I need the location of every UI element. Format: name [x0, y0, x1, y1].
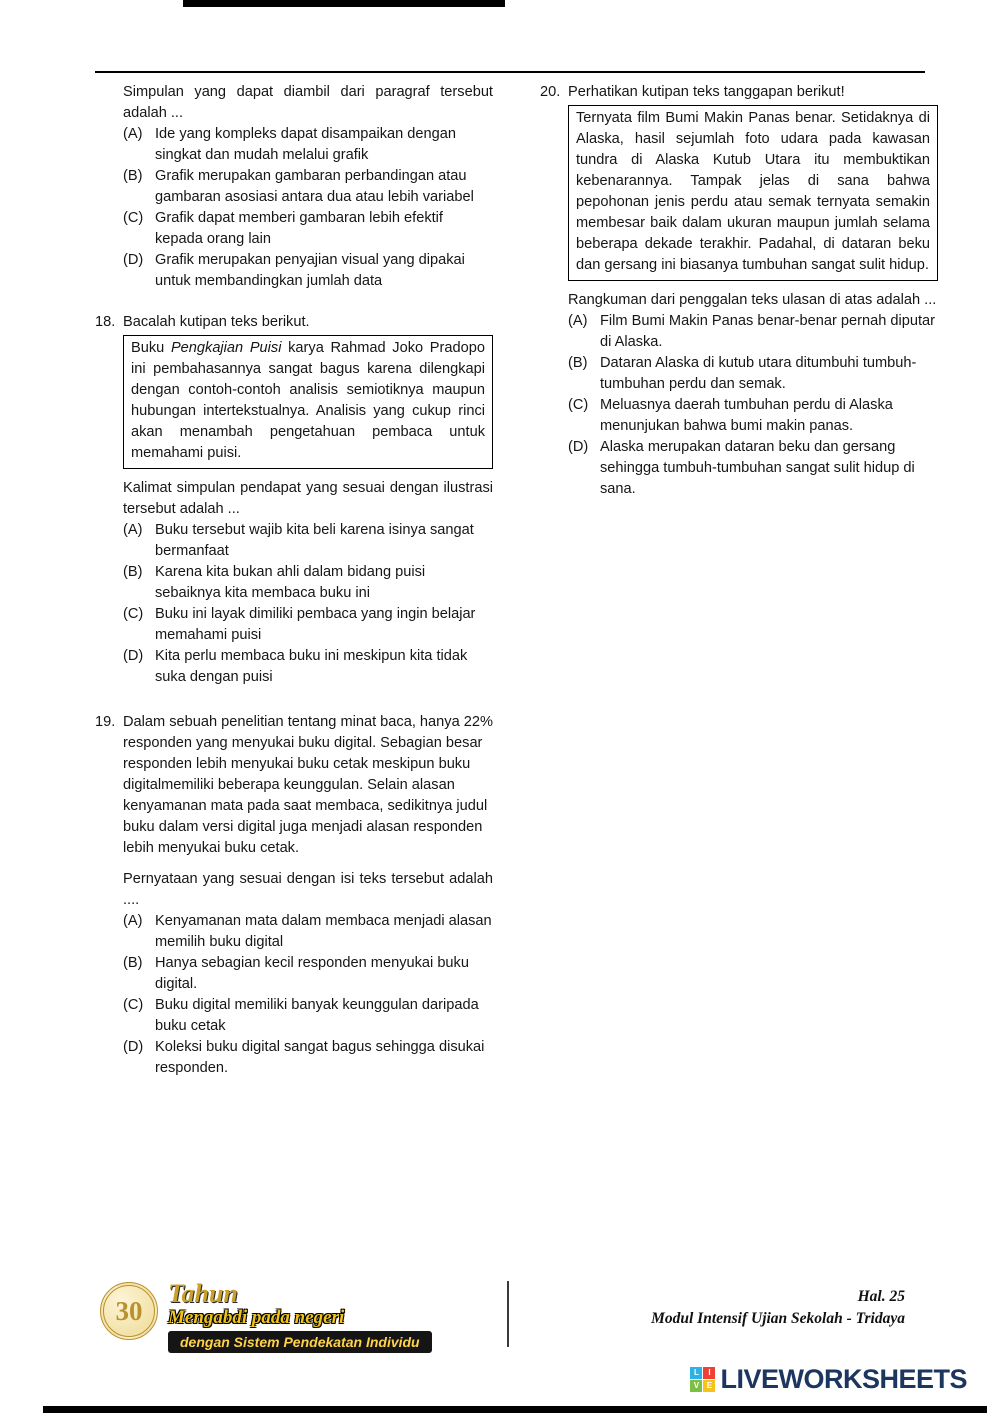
option-label: (A): [123, 913, 143, 929]
answer-option-17b[interactable]: [123, 166, 493, 208]
option-text: Film Bumi Makin Panas benar-benar pernah diputar di Alaska.: [600, 313, 936, 350]
option-text: Grafik dapat memberi gambaran lebih efektif kepada orang lain: [155, 210, 443, 247]
option-text: Ide yang kompleks dapat disampaikan dengan singkat dan mudah melalui grafik: [155, 126, 456, 163]
answer-option-19d[interactable]: [123, 1037, 493, 1079]
answer-option-17a[interactable]: [123, 124, 493, 166]
logo-number: 30: [115, 1295, 143, 1326]
question-body: [568, 82, 938, 500]
option-text: Koleksi buku digital sangat bagus sehingga disukai responden.: [155, 1039, 485, 1076]
option-text: Kita perlu membaca buku ini meskipun kita tidak suka dengan puisi: [155, 648, 468, 685]
option-label: (B): [568, 355, 588, 371]
logo-text-block: [168, 1279, 432, 1353]
answer-option-20c[interactable]: [568, 395, 938, 437]
option-text: Buku ini layak dimiliki pembaca yang ingin belajar memahami puisi: [155, 606, 476, 643]
question-number: 18.: [95, 314, 116, 330]
logo-slogan-line1: Mengabdi pada negeri: [168, 1307, 345, 1328]
answer-option-20a[interactable]: [568, 311, 938, 353]
question-19: [95, 712, 493, 1079]
right-column: [540, 82, 938, 500]
logo-tahun-text: Tahun: [168, 1279, 238, 1308]
answer-option-19c[interactable]: [123, 995, 493, 1037]
answer-option-18c[interactable]: [123, 604, 493, 646]
answer-option-20d[interactable]: [568, 437, 938, 500]
answer-option-19b[interactable]: [123, 953, 493, 995]
footer-page-info: [651, 1286, 905, 1330]
option-label: (B): [123, 955, 143, 971]
answer-option-17d[interactable]: [123, 250, 493, 292]
page-number: Hal. 25: [857, 1288, 905, 1305]
option-label: (A): [123, 126, 143, 142]
option-label: (D): [123, 648, 144, 664]
quote-italic-title: Pengkajian Puisi: [170, 340, 282, 356]
module-title: Modul Intensif Ujian Sekolah - Tridaya: [651, 1310, 905, 1327]
question-number: 19.: [95, 714, 116, 730]
option-label: (A): [123, 522, 143, 538]
liveworksheets-wordmark: LIVEWORKSHEETS: [720, 1364, 967, 1394]
option-text: Buku tersebut wajib kita beli karena isinya sangat bermanfaat: [155, 522, 474, 559]
quote-text: karya Rahmad Joko Pradopo ini pembahasannya sangat bagus karena dilengkapi dengan contoh-contoh analisis semiotiknya maupun hubungan intertekstualnya. Analisis yang cukup rinci akan menambah pengetahuan pembaca untuk memahami puisi.: [131, 340, 485, 461]
option-text: Alaska merupakan dataran beku dan gersang sehingga tumbuh-tumbuhan sangat sulit hidup di sana.: [600, 439, 915, 497]
question-paragraph: Dalam sebuah penelitian tentang minat baca, hanya 22% responden yang menyukai buku digital. Sebagian besar responden lebih menyukai buku cetak meskipun buku digitalmemiliki beberapa keunggulan. Selain alasan kenyamanan mata pada saat membaca, sedikitnya judul buku dalam versi digital juga menjadi alasan responden lebih menyukai buku cetak.: [123, 714, 493, 856]
question-number: 20.: [540, 84, 561, 100]
option-text: Kenyamanan mata dalam membaca menjadi alasan memilih buku digital: [155, 913, 492, 950]
question-18: [95, 312, 493, 688]
grid-letter: E: [703, 1380, 715, 1392]
option-text: Meluasnya daerah tumbuhan perdu di Alaska menunjukan bahwa bumi makin panas.: [600, 397, 893, 434]
question-17-continuation: [123, 82, 493, 292]
option-label: (D): [123, 1039, 144, 1055]
scan-artifact-bottom-bar: [43, 1406, 987, 1413]
option-label: (C): [123, 606, 144, 622]
option-label: (A): [568, 313, 588, 329]
question-20: [540, 82, 938, 500]
quote-text: Buku: [131, 340, 171, 356]
question-stem: Simpulan yang dapat diambil dari paragraf tersebut adalah ...: [123, 84, 493, 121]
option-text: Buku digital memiliki banyak keunggulan daripada buku cetak: [155, 997, 479, 1034]
grid-letter: L: [690, 1367, 702, 1379]
left-column: [95, 82, 493, 1079]
option-label: (B): [123, 564, 143, 580]
question-stem: Rangkuman dari penggalan teks ulasan di atas adalah ...: [568, 292, 937, 308]
option-text: Karena kita bukan ahli dalam bidang puisi sebaiknya kita membaca buku ini: [155, 564, 426, 601]
option-label: (C): [123, 997, 144, 1013]
question-intro: Perhatikan kutipan teks tanggapan berikut!: [568, 84, 845, 100]
answer-option-18d[interactable]: [123, 646, 493, 688]
answer-option-17c[interactable]: [123, 208, 493, 250]
question-stem: Pernyataan yang sesuai dengan isi teks tersebut adalah ....: [123, 871, 493, 908]
quote-box: [123, 335, 493, 469]
option-label: (B): [123, 168, 143, 184]
answer-option-18a[interactable]: [123, 520, 493, 562]
footer-column-divider: [507, 1281, 509, 1347]
scan-artifact-top-bar: [183, 0, 505, 7]
option-label: (D): [568, 439, 589, 455]
option-label: (C): [123, 210, 144, 226]
grid-letter: I: [703, 1367, 715, 1379]
option-text: Dataran Alaska di kutub utara ditumbuhi tumbuh-tumbuhan perdu dan semak.: [600, 355, 917, 392]
question-body: [123, 312, 493, 688]
anniversary-logo: [100, 1279, 432, 1353]
option-text: Hanya sebagian kecil responden menyukai buku digital.: [155, 955, 469, 992]
logo-slogan-line2: dengan Sistem Pendekatan Individu: [168, 1331, 432, 1353]
answer-option-19a[interactable]: [123, 911, 493, 953]
grid-letter: V: [690, 1380, 702, 1392]
question-intro: Bacalah kutipan teks berikut.: [123, 314, 310, 330]
logo-30-emblem-icon: [100, 1282, 158, 1340]
liveworksheets-brand[interactable]: [690, 1366, 967, 1393]
liveworksheets-grid-icon: [690, 1367, 715, 1392]
question-body: [123, 712, 493, 1079]
option-text: Grafik merupakan gambaran perbandingan atau gambaran asosiasi antara dua atau lebih variabel: [155, 168, 474, 205]
option-label: (D): [123, 252, 144, 268]
answer-option-20b[interactable]: [568, 353, 938, 395]
answer-option-18b[interactable]: [123, 562, 493, 604]
header-rule: [95, 71, 925, 73]
option-text: Grafik merupakan penyajian visual yang dipakai untuk membandingkan jumlah data: [155, 252, 465, 289]
quote-box: Ternyata film Bumi Makin Panas benar. Setidaknya di Alaska, hasil sejumlah foto udara pada kawasan tundra di Alaska Kutub Utara itu membuktikan kebenarannya. Tampak jelas di sana bahwa pepohonan jenis perdu atau semak ternyata semakin membesar baik dalam ukuran maupun jumlah selama beberapa dekade terakhir. Padahal, di dataran beku dan gersang ini biasanya tumbuhan sangat sulit hidup.: [568, 105, 938, 281]
option-label: (C): [568, 397, 589, 413]
question-stem: Kalimat simpulan pendapat yang sesuai dengan ilustrasi tersebut adalah ...: [123, 480, 493, 517]
